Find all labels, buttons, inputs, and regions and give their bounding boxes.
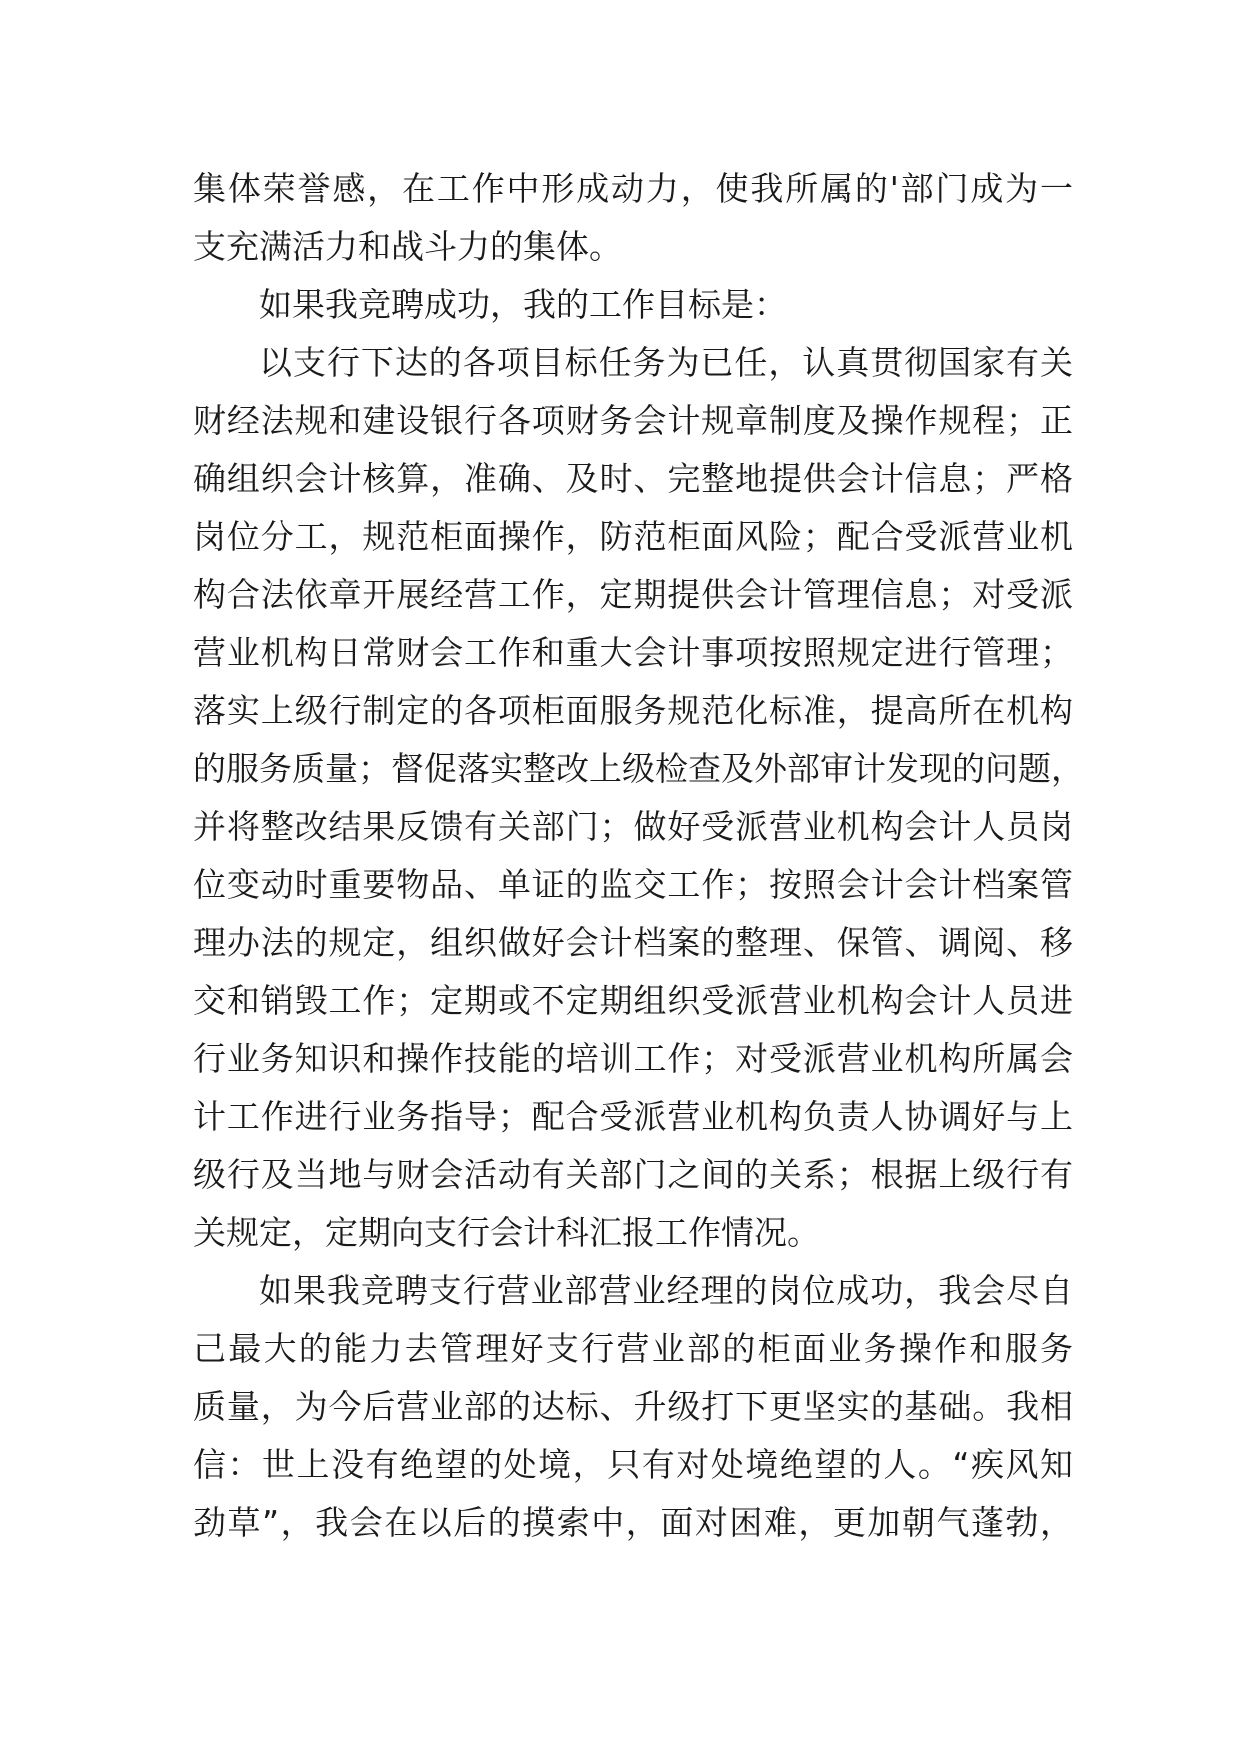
text-line: 确组织会计核算，准确、及时、完整地提供会计信息；严格 — [193, 459, 1073, 498]
text-line: 如果我竞聘支行营业部营业经理的岗位成功，我会尽自 — [259, 1271, 1073, 1310]
text-line: 岗位分工，规范柜面操作，防范柜面风险；配合受派营业机 — [193, 517, 1073, 556]
text-line: 信：世上没有绝望的处境，只有对处境绝望的人。“疾风知 — [193, 1445, 1073, 1484]
text-line: 计工作进行业务指导；配合受派营业机构负责人协调好与上 — [193, 1097, 1073, 1136]
text-line: 并将整改结果反馈有关部门；做好受派营业机构会计人员岗 — [193, 807, 1073, 846]
text-line: 构合法依章开展经营工作，定期提供会计管理信息；对受派 — [193, 575, 1073, 614]
text-line: 如果我竞聘成功，我的工作目标是： — [259, 285, 787, 324]
body-text — [193, 160, 1084, 1552]
text-line: 以支行下达的各项目标任务为已任，认真贯彻国家有关 — [259, 343, 1073, 382]
text-line: 关规定，定期向支行会计科汇报工作情况。 — [193, 1213, 820, 1252]
text-line: 质量，为今后营业部的达标、升级打下更坚实的基础。我相 — [193, 1387, 1073, 1426]
text-line: 位变动时重要物品、单证的监交工作；按照会计会计档案管 — [193, 865, 1073, 904]
text-line: 集体荣誉感，在工作中形成动力，使我所属的'部门成为一 — [193, 169, 1073, 208]
text-line: 交和销毁工作；定期或不定期组织受派营业机构会计人员进 — [193, 981, 1073, 1020]
text-line: 劲草”，我会在以后的摸索中，面对困难，更加朝气蓬勃， — [193, 1503, 1073, 1542]
text-line: 支充满活力和战斗力的集体。 — [193, 227, 622, 266]
text-line: 理办法的规定，组织做好会计档案的整理、保管、调阅、移 — [193, 923, 1073, 962]
text-line: 营业机构日常财会工作和重大会计事项按照规定进行管理； — [193, 633, 1073, 672]
text-line: 己最大的能力去管理好支行营业部的柜面业务操作和服务 — [193, 1329, 1073, 1368]
text-line: 财经法规和建设银行各项财务会计规章制度及操作规程；正 — [193, 401, 1073, 440]
text-line: 落实上级行制定的各项柜面服务规范化标准，提高所在机构 — [193, 691, 1073, 730]
text-line: 级行及当地与财会活动有关部门之间的关系；根据上级行有 — [193, 1155, 1073, 1194]
text-line: 行业务知识和操作技能的培训工作；对受派营业机构所属会 — [193, 1039, 1073, 1078]
text-line: 的服务质量；督促落实整改上级检查及外部审计发现的问题， — [193, 749, 1084, 788]
